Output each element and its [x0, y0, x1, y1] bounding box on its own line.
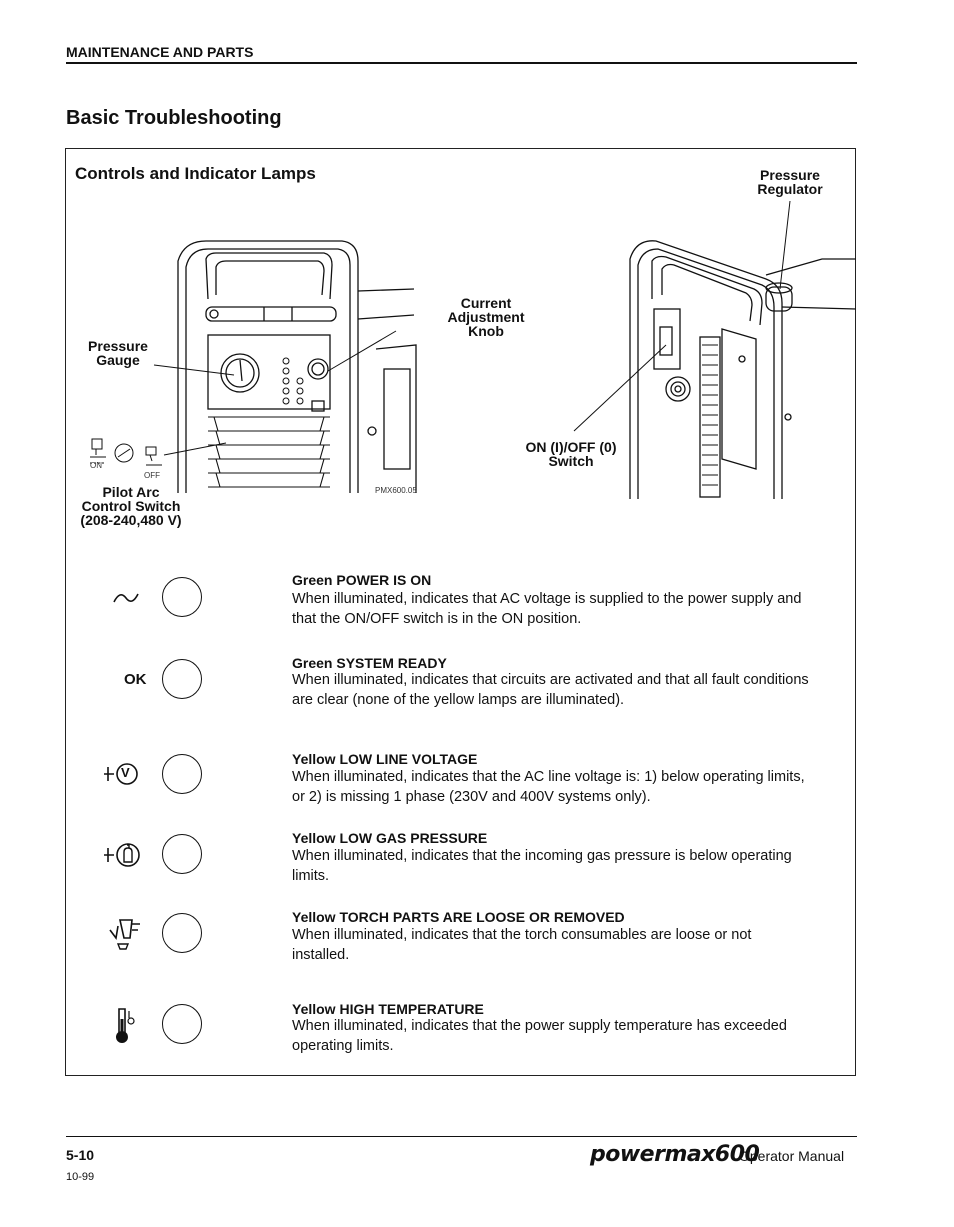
lamp-line: When illuminated, indicates that the power supply temperature has exceeded: [292, 1018, 787, 1034]
lamp-line: limits.: [292, 867, 330, 884]
lamp-description: [292, 1017, 852, 1056]
manual-title: Operator Manual: [739, 1148, 845, 1164]
drawing-id: PMX600.05: [375, 486, 417, 495]
power-supply-drawing: [66, 149, 856, 529]
system-ready-lamp: [162, 659, 202, 699]
low-line-voltage-lamp: [162, 754, 202, 794]
lamp-line: When illuminated, indicates that the torch consumables are loose or not: [292, 927, 752, 943]
torch-parts-icon: [106, 916, 146, 952]
footer-rule: [66, 1136, 857, 1137]
lamp-heading: Yellow TORCH PARTS ARE LOOSE OR REMOVED: [292, 909, 625, 925]
section-header: MAINTENANCE AND PARTS: [66, 44, 254, 60]
low-gas-pressure-lamp: [162, 834, 202, 874]
figure-title: Controls and Indicator Lamps: [75, 164, 316, 183]
lamp-line: When illuminated, indicates that AC voltage is supplied to the power supply and: [292, 591, 802, 607]
high-temperature-lamp: [162, 1004, 202, 1044]
page-number: 5-10: [66, 1147, 95, 1163]
page-title: Basic Troubleshooting: [66, 107, 282, 129]
lamp-line: When illuminated, indicates that the incoming gas pressure is below operating: [292, 848, 792, 864]
gas-pressure-icon: [102, 841, 144, 869]
ac-power-icon: [112, 588, 142, 608]
pilot-arc-callout: Pilot Arc Control Switch (208-240,480 V): [80, 484, 182, 528]
pressure-regulator-callout: Pressure Regulator: [757, 167, 823, 197]
on-off-switch-callout: ON (I)/OFF (0) Switch: [525, 439, 617, 469]
switch-on-label: ON: [90, 461, 102, 470]
lamp-line: are clear (none of the yellow lamps are illuminated).: [292, 691, 625, 708]
lamp-heading: Yellow HIGH TEMPERATURE: [292, 1001, 484, 1017]
lamp-line: or 2) is missing 1 phase (230V and 400V systems only).: [292, 788, 651, 805]
brand-logo: powermax600: [590, 1142, 760, 1167]
switch-off-label: OFF: [144, 471, 160, 480]
voltage-symbol: V: [121, 765, 130, 780]
lamp-line: operating limits.: [292, 1037, 394, 1054]
lamp-description: [292, 926, 852, 965]
lamp-description: [292, 590, 852, 629]
line-voltage-icon: [102, 761, 142, 787]
torch-parts-lamp: [162, 913, 202, 953]
lamp-heading: Yellow LOW GAS PRESSURE: [292, 830, 488, 846]
thermometer-icon: [112, 1005, 138, 1045]
pressure-gauge-callout: Pressure Gauge: [88, 338, 148, 368]
lamp-line: installed.: [292, 946, 350, 963]
lamp-line: that the ON/OFF switch is in the ON position.: [292, 610, 582, 627]
lamp-description: [292, 847, 852, 886]
lamp-heading: Green SYSTEM READY: [292, 655, 447, 671]
lamp-description: [292, 768, 852, 807]
ok-icon: OK: [124, 671, 147, 688]
lamp-description: [292, 671, 852, 710]
header-rule: [66, 62, 857, 64]
lamp-heading: Green POWER IS ON: [292, 572, 432, 588]
lamp-line: When illuminated, indicates that circuits are activated and that all fault conditions: [292, 672, 809, 688]
revision-date: 10-99: [66, 1171, 95, 1183]
lamp-line: When illuminated, indicates that the AC line voltage is: 1) below operating limits,: [292, 769, 805, 785]
current-knob-callout: Current Adjustment Knob: [447, 295, 525, 339]
lamp-heading: Yellow LOW LINE VOLTAGE: [292, 751, 478, 767]
power-lamp: [162, 577, 202, 617]
